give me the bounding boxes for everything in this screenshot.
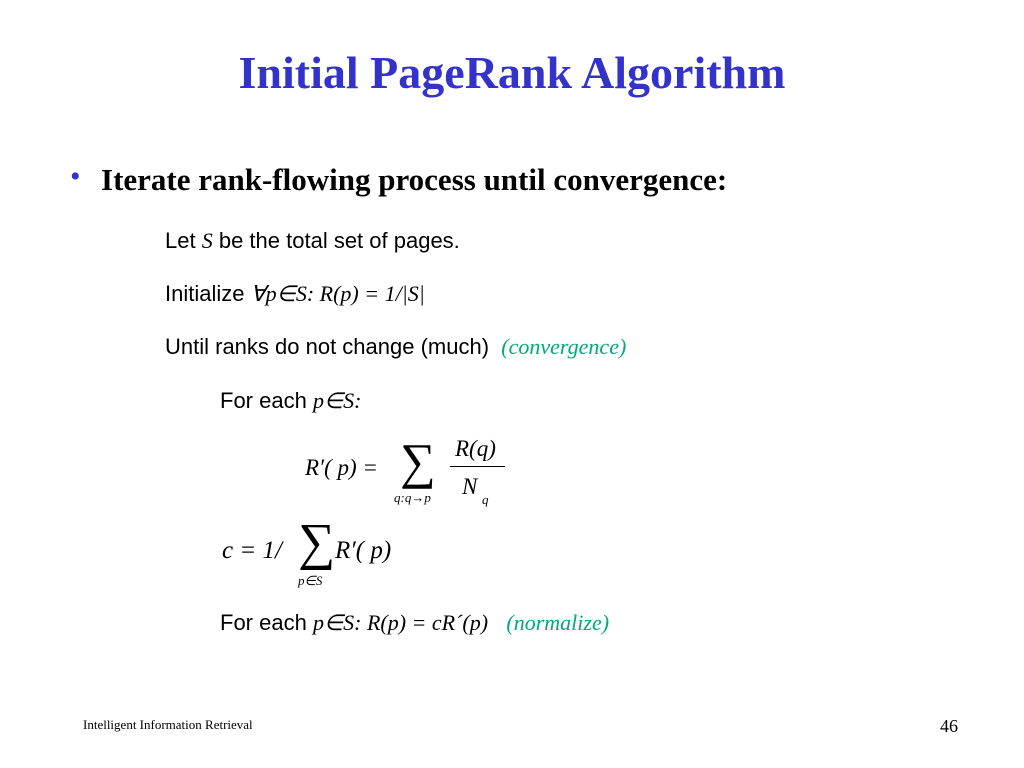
formula2-lhs: c = 1/ [222, 537, 282, 564]
line-until-text: Until ranks do not change (much) [165, 334, 490, 359]
line-until [165, 334, 626, 360]
line-until-note: (convergence) [501, 334, 627, 359]
formula1-denominator: N [462, 474, 478, 499]
line-let-math-s: S [201, 228, 213, 253]
formula1-den-sub: q [482, 492, 489, 507]
line-initialize-text: Initialize [165, 281, 245, 306]
slide-title: Initial PageRank Algorithm [238, 47, 786, 98]
bullet-dot-icon: • [70, 160, 81, 193]
line-foreach-1 [220, 388, 361, 414]
line-foreach-2 [220, 610, 609, 636]
formula1-fraction-bar [450, 466, 505, 467]
bullet-text: Iterate rank-flowing process until convergence: [101, 162, 728, 197]
formula1-sub: q:q→p [394, 490, 431, 505]
formula1-lhs: R′( p) = [305, 455, 378, 480]
line-let [165, 228, 460, 254]
formula2-rhs: R′( p) [335, 537, 392, 564]
footer-course: Intelligent Information Retrieval [83, 717, 253, 732]
line-initialize [165, 281, 425, 307]
line-foreach-1-text: For each [220, 388, 307, 413]
line-foreach-2-note: (normalize) [506, 610, 610, 635]
line-foreach-2-text: For each [220, 610, 307, 635]
formula2-sub: p∈S [298, 573, 323, 588]
line-foreach-2-math: p∈S: R(p) = cR´(p) [312, 610, 489, 635]
line-foreach-1-math: p∈S: [312, 388, 362, 413]
line-let-text-a: Let [165, 228, 196, 253]
formula2-sigma: ∑ [298, 514, 336, 571]
line-let-text-b: be the total set of pages. [218, 228, 460, 253]
line-initialize-math: ∀p∈S: R(p) = 1/|S| [250, 281, 425, 306]
page-number: 46 [940, 716, 958, 736]
formula1-sigma: ∑ [400, 433, 436, 489]
formula1-numerator: R(q) [455, 436, 496, 461]
